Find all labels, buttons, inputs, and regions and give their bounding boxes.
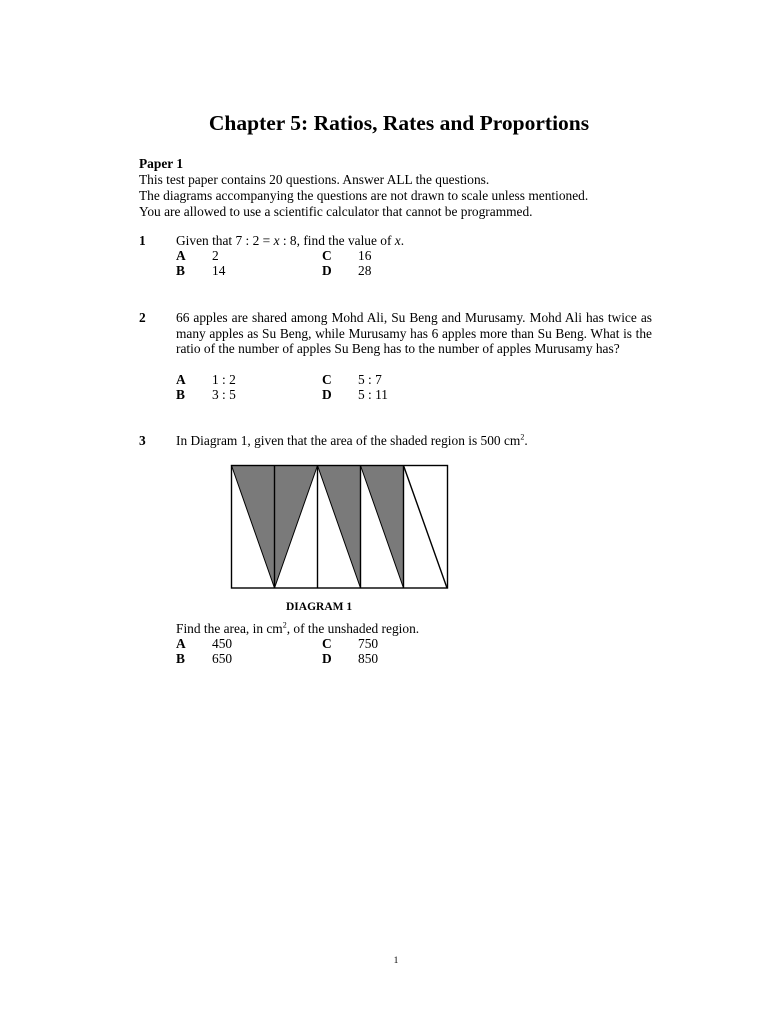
q3-text-part: In Diagram 1, given that the area of the shaded region is 500 cm bbox=[176, 433, 521, 448]
instruction-line-1: This test paper contains 20 questions. Answer ALL the questions. bbox=[139, 172, 490, 187]
instruction-line-3: You are allowed to use a scientific calculator that cannot be programmed. bbox=[139, 204, 533, 219]
diagonal-5 bbox=[404, 466, 448, 589]
q2-option-a: A 1 : 2 bbox=[176, 372, 236, 387]
page-title: Chapter 5: Ratios, Rates and Proportions bbox=[208, 111, 590, 135]
q1-text-part: . bbox=[400, 233, 405, 248]
q1-text-part: : 8, find the value of bbox=[279, 233, 395, 248]
q2-option-c: C 5 : 7 bbox=[322, 372, 382, 387]
question-1-text bbox=[176, 233, 652, 249]
q3-superscript: 2 bbox=[282, 620, 287, 630]
q2-option-b: B 3 : 5 bbox=[176, 387, 236, 402]
q3-prompt-part: , of the unshaded region. bbox=[286, 621, 420, 636]
diagram-label: DIAGRAM 1 bbox=[286, 601, 353, 613]
q1-variable: x bbox=[273, 233, 280, 248]
q3-option-a: A 450 bbox=[176, 636, 233, 651]
q1-option-b: B 14 bbox=[176, 263, 226, 278]
shaded-triangle-2 bbox=[275, 466, 318, 589]
question-2-number: 2 bbox=[139, 310, 146, 325]
q1-option-a: A 2 bbox=[176, 248, 219, 263]
question-2-text: 66 apples are shared among Mohd Ali, Su Beng and Murusamy. Mohd Ali has twice as many apples as Su Beng, while Murusamy has 6 apples more than Su Beng. What is the ratio of the number of apples Su Beng has to the number of apples Murusamy has? bbox=[176, 310, 652, 356]
q3-superscript: 2 bbox=[520, 432, 525, 442]
q1-text-part: Given that 7 : 2 = bbox=[176, 233, 274, 248]
paper-heading: Paper 1 bbox=[139, 156, 184, 171]
diagram-1 bbox=[230, 464, 449, 590]
paper-instructions bbox=[139, 156, 588, 220]
q3-option-c: C 750 bbox=[322, 636, 379, 651]
shaded-triangle-4 bbox=[361, 466, 404, 589]
q3-text-part: . bbox=[524, 433, 528, 448]
q3-prompt-part: Find the area, in cm bbox=[176, 621, 283, 636]
page-number: 1 bbox=[393, 956, 399, 966]
q1-variable: x bbox=[394, 233, 401, 248]
instruction-line-2: The diagrams accompanying the questions are not drawn to scale unless mentioned. bbox=[139, 188, 589, 203]
shaded-triangle-3 bbox=[318, 466, 361, 589]
q1-option-c: C 16 bbox=[322, 248, 372, 263]
q1-option-d: D 28 bbox=[322, 263, 372, 278]
question-3-prompt bbox=[176, 621, 652, 637]
q3-option-d: D 850 bbox=[322, 651, 379, 666]
question-1-number: 1 bbox=[139, 233, 146, 248]
question-3-number: 3 bbox=[139, 433, 146, 448]
q2-option-d: D 5 : 11 bbox=[322, 387, 389, 402]
shaded-triangle-1 bbox=[232, 466, 275, 589]
q3-option-b: B 650 bbox=[176, 651, 233, 666]
question-3-text bbox=[176, 433, 652, 449]
